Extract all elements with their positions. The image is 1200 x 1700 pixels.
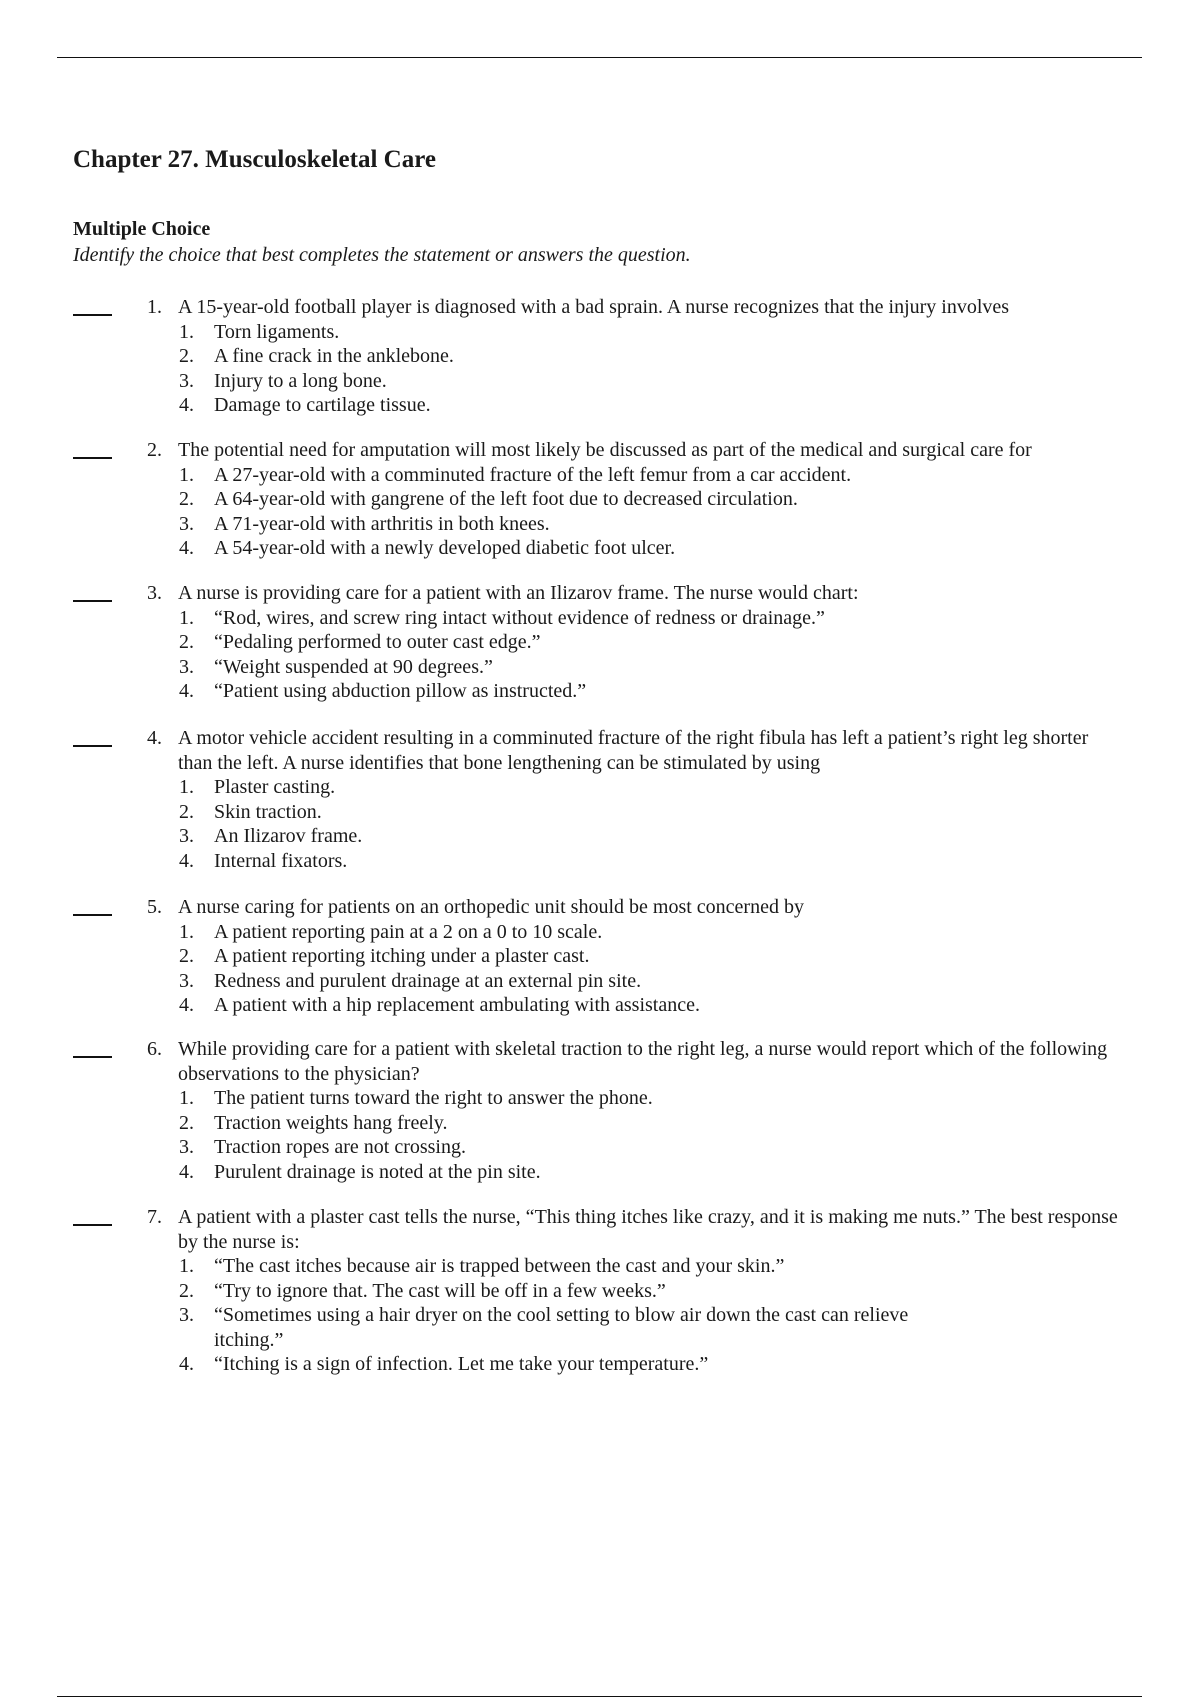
option <box>0 487 1200 512</box>
option-text: The patient turns toward the right to answer the phone. <box>214 1087 653 1109</box>
option <box>0 512 1200 537</box>
option-text: Torn ligaments. <box>214 320 340 343</box>
answer-blank[interactable] <box>73 1224 112 1226</box>
question-7 <box>0 1205 1200 1377</box>
answer-blank[interactable] <box>73 457 112 459</box>
option-number: 3. <box>179 825 194 847</box>
option-number: 2. <box>179 631 194 653</box>
option <box>0 944 1200 969</box>
option-text: “The cast itches because air is trapped between the cast and your skin.” <box>214 1255 785 1277</box>
option <box>0 920 1200 945</box>
option-text: Redness and purulent drainage at an external pin site. <box>214 969 642 992</box>
option-number: 4. <box>179 680 194 702</box>
question-1 <box>0 295 1200 418</box>
option <box>0 320 1200 345</box>
option-number: 2. <box>179 488 194 510</box>
question-stem: A nurse caring for patients on an orthopedic unit should be most concerned by <box>178 896 804 918</box>
option <box>0 775 1200 800</box>
option-text: A patient reporting itching under a plaster cast. <box>214 945 590 967</box>
option-text: A 64-year-old with gangrene of the left foot due to decreased circulation. <box>214 488 798 510</box>
option-text: A 71-year-old with arthritis in both knees. <box>214 512 550 535</box>
option-number: 4. <box>179 849 194 872</box>
answer-blank[interactable] <box>73 314 112 316</box>
question-number: 2. <box>147 439 162 461</box>
answer-blank[interactable] <box>73 745 112 747</box>
option-number: 1. <box>179 920 194 943</box>
option <box>0 536 1200 561</box>
bottom-rule <box>57 1696 1142 1697</box>
option <box>0 849 1200 874</box>
question-3 <box>0 581 1200 704</box>
option <box>0 655 1200 680</box>
option <box>0 463 1200 488</box>
question-stem: A patient with a plaster cast tells the nurse, “This thing itches like crazy, and it is making me nuts.” The best response by the nurse is: <box>178 1206 1118 1253</box>
option-number: 3. <box>179 1136 194 1158</box>
option <box>0 344 1200 369</box>
question-number: 4. <box>147 727 162 749</box>
option <box>0 1135 1200 1160</box>
section-heading: Multiple Choice <box>73 218 211 240</box>
question-stem: A nurse is providing care for a patient with an Ilizarov frame. The nurse would chart: <box>178 582 859 604</box>
option-number: 2. <box>179 1279 194 1302</box>
option <box>0 1111 1200 1136</box>
question-stem: While providing care for a patient with skeletal traction to the right leg, a nurse would report which of the following observations to the physician? <box>178 1038 1108 1085</box>
option-text: A 27-year-old with a comminuted fracture of the left femur from a car accident. <box>214 463 852 486</box>
option-text: Traction ropes are not crossing. <box>214 1136 466 1158</box>
option <box>0 393 1200 418</box>
option-list <box>0 463 1200 561</box>
option <box>0 606 1200 631</box>
option-text: A fine crack in the anklebone. <box>214 345 454 367</box>
option-list <box>0 1086 1200 1184</box>
option-number: 2. <box>179 800 194 823</box>
answer-blank[interactable] <box>73 914 112 916</box>
option <box>0 679 1200 704</box>
option-number: 4. <box>179 1353 194 1375</box>
option-list <box>0 320 1200 418</box>
option <box>0 993 1200 1018</box>
option <box>0 1086 1200 1111</box>
option-number: 2. <box>179 945 194 967</box>
option-number: 3. <box>179 969 194 992</box>
option-number: 4. <box>179 1160 194 1183</box>
option-text: Injury to a long bone. <box>214 369 387 392</box>
option-number: 3. <box>179 369 194 392</box>
question-stem: A motor vehicle accident resulting in a comminuted fracture of the right fibula has left a patient’s right leg shorter than the left. A nurse identifies that bone lengthening can be stimulated by using <box>178 727 1089 774</box>
option-text: “Itching is a sign of infection. Let me take your temperature.” <box>214 1353 709 1375</box>
question-stem: A 15-year-old football player is diagnosed with a bad sprain. A nurse recognizes that the injury involves <box>178 296 1010 318</box>
option-number: 3. <box>179 512 194 535</box>
option-text: Damage to cartilage tissue. <box>214 394 431 416</box>
option <box>0 369 1200 394</box>
option-text: “Rod, wires, and screw ring intact without evidence of redness or drainage.” <box>214 606 825 629</box>
option-text: Traction weights hang freely. <box>214 1111 448 1134</box>
option-text: “Sometimes using a hair dryer on the cool setting to blow air down the cast can relieve itching.” <box>214 1304 909 1351</box>
option-list <box>0 1254 1200 1377</box>
option-text: A patient reporting pain at a 2 on a 0 to 10 scale. <box>214 920 603 943</box>
option-number: 1. <box>179 1255 194 1277</box>
option-text: Purulent drainage is noted at the pin site. <box>214 1160 541 1183</box>
option-text: A patient with a hip replacement ambulating with assistance. <box>214 994 700 1016</box>
option-number: 1. <box>179 1087 194 1109</box>
option-text: “Weight suspended at 90 degrees.” <box>214 655 493 678</box>
option-number: 2. <box>179 1111 194 1134</box>
option-number: 1. <box>179 776 194 798</box>
option-number: 4. <box>179 537 194 559</box>
answer-blank[interactable] <box>73 1056 112 1058</box>
option-text: “Patient using abduction pillow as instructed.” <box>214 680 587 702</box>
option <box>0 1303 934 1352</box>
option-list <box>0 606 1200 704</box>
question-2 <box>0 438 1200 561</box>
option-number: 1. <box>179 320 194 343</box>
question-number: 7. <box>147 1206 162 1228</box>
option <box>0 1254 1200 1279</box>
option-list <box>0 920 1200 1018</box>
option <box>0 1352 1200 1377</box>
answer-blank[interactable] <box>73 600 112 602</box>
option-number: 1. <box>179 463 194 486</box>
option <box>0 630 1200 655</box>
option-text: A 54-year-old with a newly developed diabetic foot ulcer. <box>214 537 676 559</box>
option <box>0 824 1200 849</box>
option-number: 4. <box>179 994 194 1016</box>
option <box>0 800 1200 825</box>
option <box>0 1279 1200 1304</box>
option <box>0 1160 1200 1185</box>
option-text: “Pedaling performed to outer cast edge.” <box>214 631 541 653</box>
option-number: 3. <box>179 1304 194 1326</box>
option-text: Skin traction. <box>214 800 322 823</box>
section-instructions: Identify the choice that best completes the statement or answers the question. <box>73 244 691 266</box>
page-title: Chapter 27. Musculoskeletal Care <box>73 146 436 173</box>
option-number: 4. <box>179 394 194 416</box>
option-text: Internal fixators. <box>214 849 348 872</box>
question-number: 3. <box>147 582 162 604</box>
question-number: 6. <box>147 1038 162 1060</box>
question-5 <box>0 895 1200 1018</box>
option-number: 1. <box>179 606 194 629</box>
option-text: “Try to ignore that. The cast will be off in a few weeks.” <box>214 1279 666 1302</box>
question-stem: The potential need for amputation will most likely be discussed as part of the medical and surgical care for <box>178 439 1032 461</box>
option-number: 3. <box>179 655 194 678</box>
option-text: Plaster casting. <box>214 776 336 798</box>
question-number: 5. <box>147 896 162 918</box>
question-6 <box>0 1037 1200 1184</box>
question-number: 1. <box>147 296 162 318</box>
option-list <box>0 775 1200 873</box>
option <box>0 969 1200 994</box>
top-rule <box>57 57 1142 58</box>
question-4 <box>0 726 1200 873</box>
option-number: 2. <box>179 345 194 367</box>
option-text: An Ilizarov frame. <box>214 825 363 847</box>
